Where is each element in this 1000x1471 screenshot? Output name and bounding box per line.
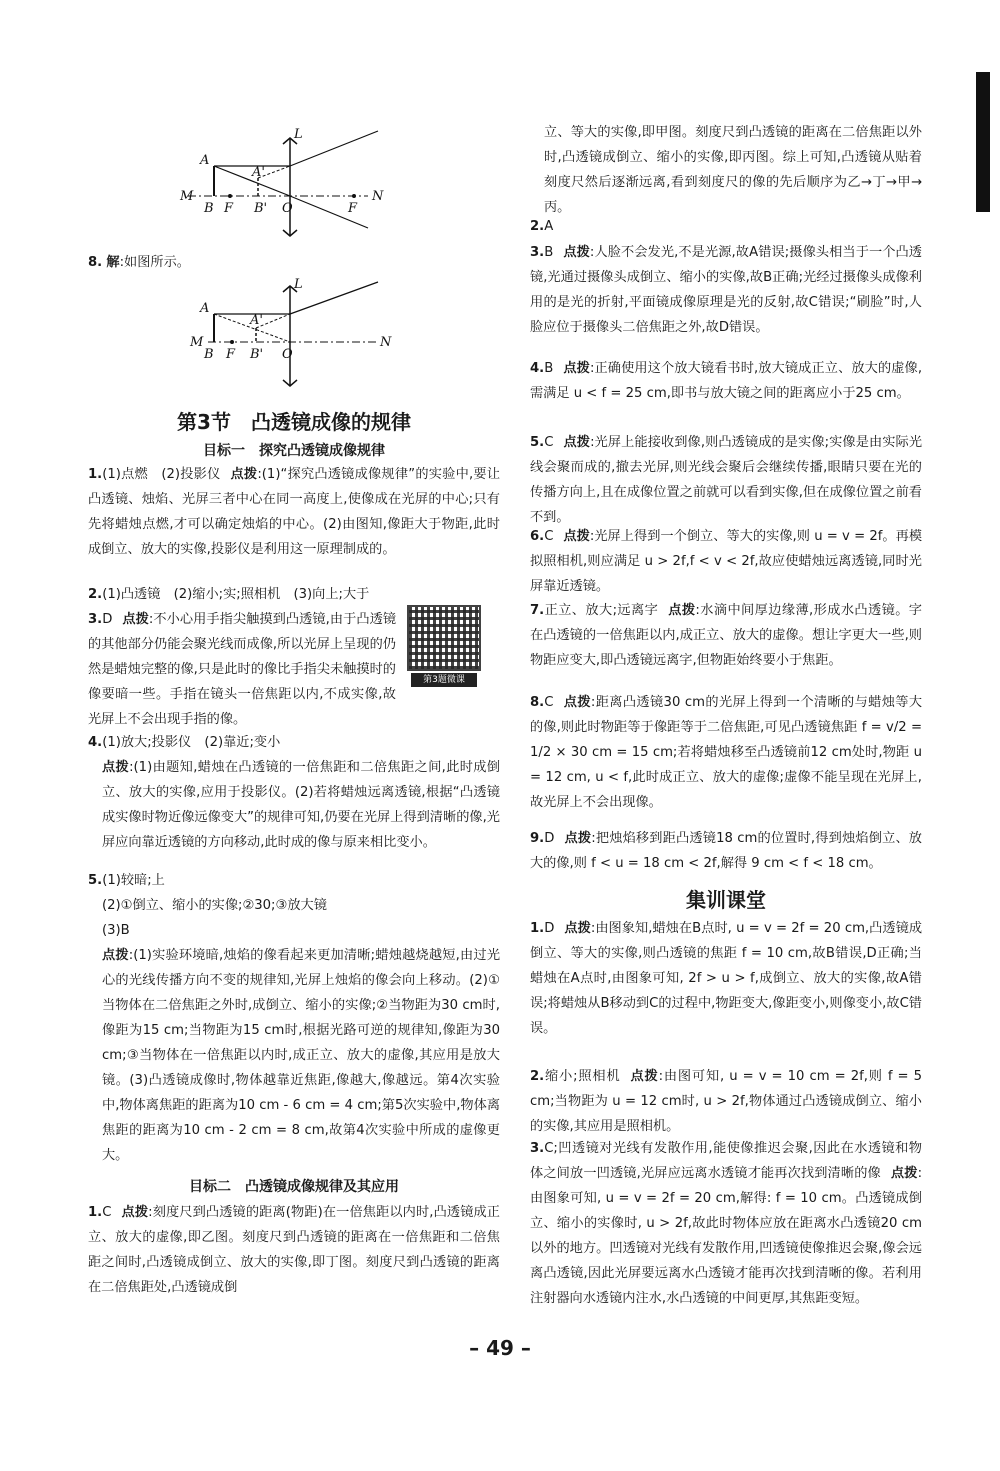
drill-q1: 1.D 点拨:由图象知,蜡烛在B点时, u = v = 2f = 20 cm,凸透镜成倒立、等大的实像,则凸透镜的焦距 f = 10 cm,故B错误,D正确;当蜡烛在A点时,由图象可知, 2f > u > f,成倒立、放大的实像,故A错误;将蜡烛从B移动到C的过程中,物距变大,像距变小,则像变小,故C错误。 [530,921,923,1036]
q8-text: :如图所示。 [119,255,190,270]
figure-q8 [188,278,398,394]
right-q5: 5.C 点拨:光屏上能接收到像,则凸透镜成的是实像;实像是由实际光线会聚而成的,撤去光屏,则光线会聚后会继续传播,眼睛只要在光的传播方向上,且在成像位置之前就可以看到实像,但在成像位置之前看不到。 [530,435,923,525]
goal1-title: 目标一 探究凸透镜成像规律 [203,443,385,459]
edge-bar [976,72,990,212]
label-A-prime: A' [252,165,265,180]
label-N: N [380,335,392,350]
section-title: 第3节 凸透镜成像的规律 [177,410,411,434]
section2-title: 集训课堂 [686,888,766,912]
label-O: O [282,347,293,362]
goal1-q2: 2.(1)凸透镜 (2)缩小;实;照相机 (3)向上;大于 [88,587,370,602]
label-F: F [226,347,236,362]
right-q6: 6.C 点拨:光屏上得到一个倒立、等大的实像,则 u = v = 2f。再模拟照相机,则应满足 u > 2f,f < v < 2f,故应使蜡烛远离透镜,同时光屏靠近透镜。 [530,529,923,594]
label-A-prime: A' [250,313,263,328]
label-B-prime: B' [254,201,268,216]
goal1-q5: 5.(1)较暗;上 [88,873,165,888]
label-M: M [190,335,204,350]
q8-number: 8. [88,255,103,270]
label-B: B [204,201,214,216]
label-A: A [200,153,210,168]
goal1-q3: 3.D 点拨:不小心用手指尖触摸到凸透镜,由于凸透镜的其他部分仍能会聚光线而成像,所以光屏上呈现的仍然是蜡烛完整的像,只是此时的像比手指尖未触摸时的像要暗一些。手指在镜头一倍焦距以内,不成实像,故光屏上不会出现手指的像。 [88,612,397,727]
drill-q3: 3.C;凹透镜对光线有发散作用,能使像推迟会聚,因此在水透镜和物体之间放一凹透镜,光屏应远离水透镜才能再次找到清晰的像 点拨:由图象可知, u = v = 2f = 20 cm,解得: f = 10 cm。凸透镜成倒立、缩小的实像时, u > 2f,故此时物体应放在距离水凸透镜20 cm以外的地方。凹透镜对光线有发散作用,凹透镜使像推迟会聚,像会远离凸透镜,因此光屏要远离水凸透镜才能再次找到清晰的像。若利用注射器向水透镜内注水,水凸透镜的中间更厚,其焦距变短。 [530,1141,923,1306]
right-q9: 9.D 点拨:把烛焰移到距凸透镜18 cm的位置时,得到烛焰倒立、放大的像,则 f < u = 18 cm < 2f,解得 9 cm < f < 18 cm。 [530,831,922,871]
goal1-q5-tip: 点拨:(1)实验环境暗,烛焰的像看起来更加清晰;蜡烛越烧越短,由过光心的光线传播方向不变的规律知,光屏上烛焰的像会向上移动。(2)①当物体在二倍焦距之外时,成倒立、缩小的实像;②当物距为30 cm时,像距为15 cm;当物距为15 cm时,根据光路可逆的规律知,像距为30 cm;③当物体在一倍焦距以内时,成正立、放大的虚像,其应用是放大镜。(3)凸透镜成像时,物体越靠近焦距,像越大,像越远。第4次实验中,物体离焦距的距离为10 cm - 6 cm = 4 cm;第5次实验中,物体离焦距的距离为10 cm - 2 cm = 8 cm,故第4次实验中所成的虚像更大。 [102,948,501,1163]
goal1-q5-3: (3)B [102,923,130,938]
label-O: O [282,201,293,216]
goal2-title: 目标二 凸透镜成像规律及其应用 [189,1179,399,1195]
page-number: – 49 – [469,1336,531,1360]
label-M: M [180,189,194,204]
label-F2: F [348,201,358,216]
label-L: L [294,278,303,292]
goal2-q1-continued: 立、等大的实像,即甲图。刻度尺到凸透镜的距离在二倍焦距以外时,凸透镜成倒立、缩小的实像,即丙图。综上可知,凸透镜从贴着刻度尺然后逐渐远离,看到刻度尺的像的先后顺序为乙→丁→甲→丙。 [544,125,922,215]
goal1-q1: 1.(1)点燃 (2)投影仪 点拨:(1)“探究凸透镜成像规律”的实验中,要让凸透镜、烛焰、光屏三者中心在同一高度上,使像成在光屏的中心;只有先将蜡烛点燃,才可以确定烛焰的中心。(2)由图知,像距大于物距,此时成倒立、放大的实像,投影仪是利用这一原理制成的。 [88,467,501,557]
right-q3: 3.B 点拨:人脸不会发光,不是光源,故A错误;摄像头相当于一个凸透镜,光通过摄像头成倒立、缩小的实像,故B正确;光经过摄像头成像利用的是光的折射,平面镜成像原理是光的反射,故C错误;“刷脸”时,人脸应位于摄像头二倍焦距之外,故D错误。 [530,245,922,335]
qr-code[interactable] [400,605,488,689]
label-F1: F [224,201,234,216]
q8-line [88,250,500,275]
qr-label: 第3题微课 [411,673,477,687]
figure-q7 [178,126,408,246]
qr-pattern [407,605,481,671]
goal1-q5-2: (2)①倒立、缩小的实像;②30;③放大镜 [102,898,327,913]
goal1-q4-tip: 点拨:(1)由题知,蜡烛在凸透镜的一倍焦距和二倍焦距之间,此时成倒立、放大的实像,应用于投影仪。(2)若将蜡烛远离透镜,根据“凸透镜成实像时物近像远像变大”的规律可知,仍要在光屏上得到清晰的像,光屏应向靠近透镜的方向移动,此时成的像与原来相比变小。 [102,760,500,850]
label-B: B [204,347,214,362]
drill-q2: 2.缩小;照相机 点拨:由图可知, u = v = 10 cm = 2f,则 f = 5 cm;当物距为 u = 12 cm时, u > 2f,物体通过凸透镜成倒立、缩小的实像,其应用是照相机。 [530,1069,922,1134]
label-B-prime: B' [250,347,264,362]
label-L: L [294,127,303,142]
label-N: N [372,189,384,204]
right-q7: 7.正立、放大;远离字 点拨:水滴中间厚边缘薄,形成水凸透镜。字在凸透镜的一倍焦距以内,成正立、放大的虚像。想让字更大一些,则物距应变大,即凸透镜远离字,但物距始终要小于焦距。 [530,603,922,668]
goal1-q4: 4.(1)放大;投影仪 (2)靠近;变小 [88,735,281,750]
right-q8: 8.C 点拨:距离凸透镜30 cm的光屏上得到一个清晰的与蜡烛等大的像,则此时物距等于像距等于二倍焦距,可见凸透镜焦距 f = v/2 = 1/2 × 30 cm = 15 cm;若将蜡烛移至凸透镜前12 cm处时,物距 u = 12 cm, u < f,此时成正立、放大的虚像;虚像不能呈现在光屏上,故光屏上不会出现像。 [530,695,923,810]
goal2-q1: 1.C 点拨:刻度尺到凸透镜的距离(物距)在一倍焦距以内时,凸透镜成正立、放大的虚像,即乙图。刻度尺到凸透镜的距离在一倍焦距和二倍焦距之间时,凸透镜成倒立、放大的实像,即丁图。刻度尺到凸透镜的距离在二倍焦距处,凸透镜成倒 [88,1205,500,1295]
label-A: A [200,301,210,316]
right-q2: 2.A [530,219,554,234]
right-q4: 4.B 点拨:正确使用这个放大镜看书时,放大镜成正立、放大的虚像,需满足 u < f = 25 cm,即书与放大镜之间的距离应小于25 cm。 [530,361,923,401]
q8-label: 解 [106,255,120,270]
